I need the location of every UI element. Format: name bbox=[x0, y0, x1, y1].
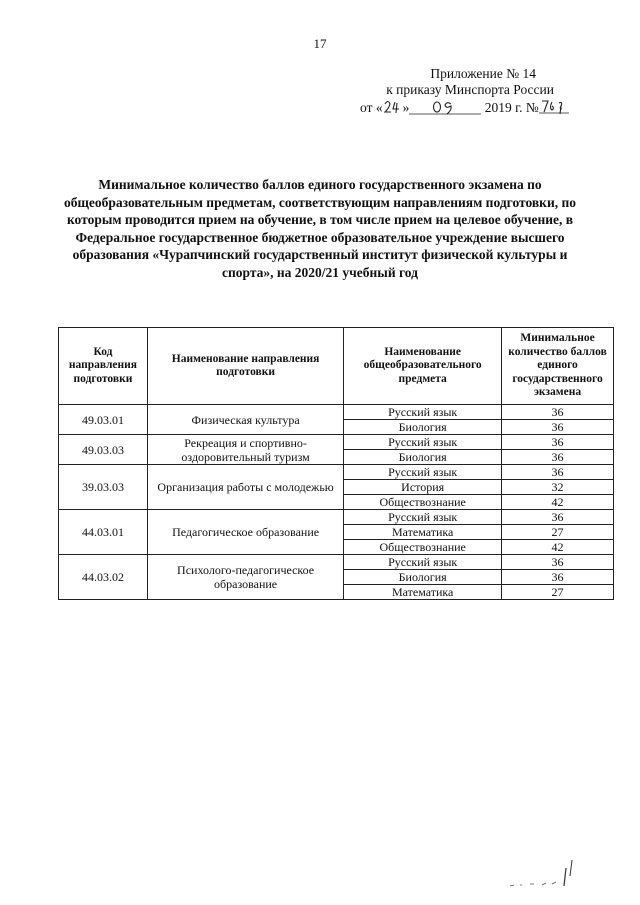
subject-name: Русский язык bbox=[344, 555, 502, 570]
min-score: 36 bbox=[502, 570, 614, 585]
subject-name: Русский язык bbox=[344, 405, 502, 420]
appendix-order-ref: к приказу Минспорта России bbox=[386, 82, 554, 97]
subject-name: Обществознание bbox=[344, 540, 502, 555]
subject-name: Биология bbox=[344, 420, 502, 435]
direction-code: 39.03.03 bbox=[59, 465, 148, 510]
subject-name: Русский язык bbox=[344, 510, 502, 525]
subject-name: Математика bbox=[344, 525, 502, 540]
subject-name: Биология bbox=[344, 450, 502, 465]
min-score: 32 bbox=[502, 480, 614, 495]
table-row bbox=[59, 435, 614, 450]
min-score: 36 bbox=[502, 510, 614, 525]
table-row bbox=[59, 510, 614, 525]
header-subject: Наименование общеобразовательного предмета bbox=[344, 328, 502, 405]
direction-name: Психолого-педагогическое образование bbox=[147, 555, 343, 600]
min-score: 36 bbox=[502, 420, 614, 435]
subject-name: Обществознание bbox=[344, 495, 502, 510]
header-min-score: Минимальное количество баллов единого государственного экзамена bbox=[502, 328, 614, 405]
subject-name: История bbox=[344, 480, 502, 495]
min-score: 42 bbox=[502, 495, 614, 510]
direction-code: 44.03.01 bbox=[59, 510, 148, 555]
subject-name: Русский язык bbox=[344, 435, 502, 450]
min-score: 36 bbox=[502, 555, 614, 570]
handwritten-number bbox=[539, 98, 569, 112]
header-direction: Наименование направления подготовки bbox=[147, 328, 343, 405]
min-score: 36 bbox=[502, 435, 614, 450]
appendix-title: Приложение № 14 bbox=[430, 66, 536, 81]
table-header-row bbox=[59, 328, 614, 405]
date-year: 2019 г. № bbox=[484, 100, 539, 115]
handwritten-number-signature bbox=[539, 97, 569, 115]
scores-table bbox=[58, 327, 614, 600]
subject-name: Биология bbox=[344, 570, 502, 585]
subject-name: Математика bbox=[344, 585, 502, 600]
table-row bbox=[59, 405, 614, 420]
direction-name: Организация работы с молодежью bbox=[147, 465, 343, 510]
date-mid: » bbox=[402, 100, 410, 115]
header-code: Код направления подготовки bbox=[59, 328, 148, 405]
min-score: 36 bbox=[502, 465, 614, 480]
handwritten-day-signature bbox=[383, 99, 403, 115]
date-prefix: от « bbox=[360, 100, 383, 115]
min-score: 42 bbox=[502, 540, 614, 555]
table-row bbox=[59, 465, 614, 480]
handwritten-month-signature bbox=[409, 99, 481, 115]
appendix-header bbox=[360, 66, 600, 116]
page-number: 17 bbox=[313, 36, 327, 51]
handwritten-day bbox=[383, 98, 403, 112]
document-title: Минимальное количество баллов единого государственного экзамена по общеобразовательным предметам, соответствующим направлениям подготовки, по которым проводится прием на обучение, в том числе прием на целевое обучение, в Федеральное государственное бюджетное образовательное учреждение высшего образования «Чурапчинский государственный институт физической культуры и спорта», на 2020/21 учебный год bbox=[63, 177, 577, 280]
signature-mark-icon bbox=[500, 858, 580, 892]
min-score: 27 bbox=[502, 525, 614, 540]
direction-code: 49.03.01 bbox=[59, 405, 148, 435]
appendix-order-date bbox=[360, 98, 600, 116]
direction-name: Физическая культура bbox=[147, 405, 343, 435]
direction-name: Рекреация и спортивно-оздоровительный туризм bbox=[147, 435, 343, 465]
handwritten-month bbox=[409, 98, 481, 112]
direction-name: Педагогическое образование bbox=[147, 510, 343, 555]
min-score: 36 bbox=[502, 405, 614, 420]
direction-code: 44.03.02 bbox=[59, 555, 148, 600]
min-score: 27 bbox=[502, 585, 614, 600]
min-score: 36 bbox=[502, 450, 614, 465]
table-row bbox=[59, 555, 614, 570]
direction-code: 49.03.03 bbox=[59, 435, 148, 465]
subject-name: Русский язык bbox=[344, 465, 502, 480]
